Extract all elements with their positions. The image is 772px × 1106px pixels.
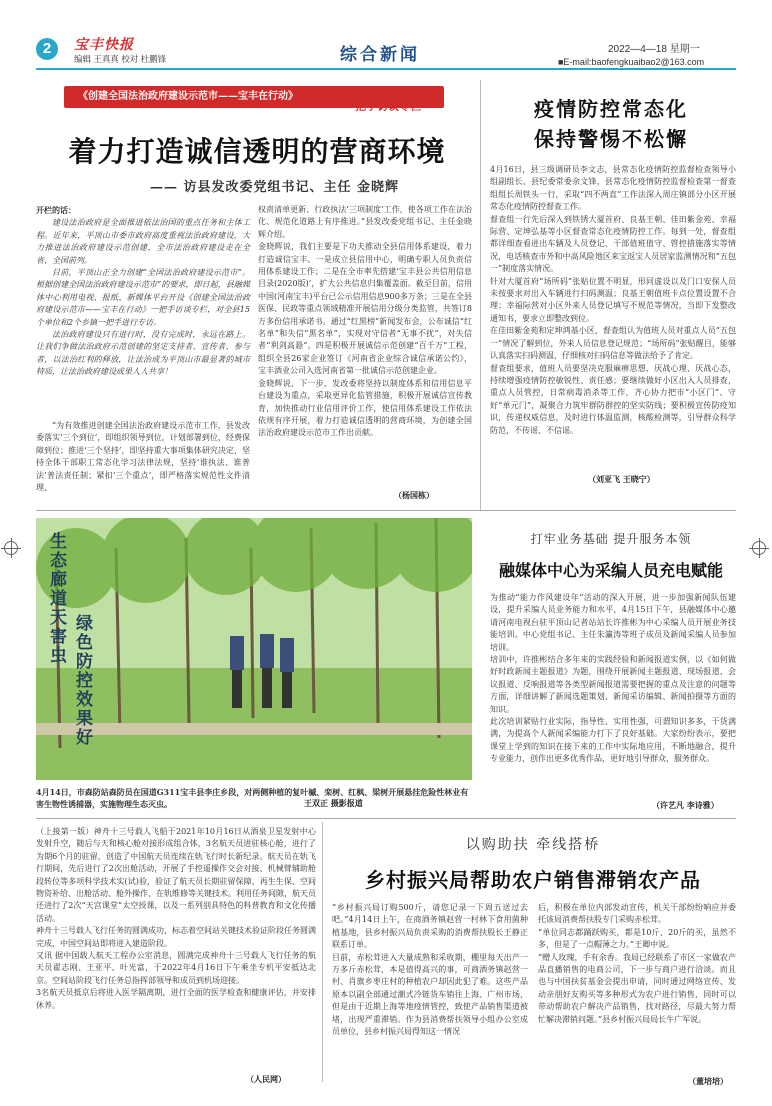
column-divider (322, 822, 323, 1082)
feature-column-2: 权责清单更新、行政执法‘三项制度’工作，使各项工作在法治化、规范化道路上有序推进。”县发改委党组书记、主任金晓辉介绍。 金晓辉说，我们主要是下功夫推动全县信用体系建设，着力打造诚信宝丰。一是成立县信用中心，明确专职人员负责信用体系建设工作；二是在全市率先搭建‘宝丰县公共信用信息目录(2020版)’，扩大公共信息归集覆盖面。截至目前，信用中国(河南宝丰)平台已公示信用信息900多万条；三是在全县医保、民政等重点领域精准开展信用分级分类监管，共签订8万多份信用承诺书。通过“红黑榜”新闻发布会，公布诚信“红名单”和失信“黑名单”，实现对守信者“无事不扰”，对失信者“利剑高悬”。四是积极开展诚信示范创建“百千万”工程，组织全县26家企业签订《河南省企业综合诚信承诺公约》，宝丰酒业公司入选河南省第一批诚信示范创建企业。 金晓辉说，下一步，发改委将坚持以制度体系和信用信息平台建设为重点，采取更异化监管措施，积极开展诚信宣传教育，加快推动行业信用评价工作，使信用体系建设工作依法依规有序开展，着力打造诚信透明的营商环境，为创建全国法治政府建设示范市工作出贡献。 (258, 205, 472, 438)
column-divider (480, 80, 481, 510)
epidemic-headline-line1: 疫情防控常态化 (534, 97, 688, 121)
feature-subhead: —— 访县发改委党组书记、主任 金晓辉 (150, 180, 400, 195)
intro-paragraph: 法治政府建设只有进行时，没有完成时，永远在路上。让我们争做法治政府示范创建的坚定支持者、宣传者、参与者，以法治红利的释放，让法治成为平顶山市最显著的城市特质，让法治政府建设成果人人共享！ (36, 330, 250, 377)
newspaper-logo: 宝丰快报 (74, 37, 134, 53)
epidemic-headline-line2: 保持警惕不松懈 (534, 127, 688, 151)
space-article-body: （上接第一版）神舟十三号载人飞船于2021年10月16日从酒泉卫星发射中心发射升空，随后与天和核心舱对接形成组合体，3名航天员进驻核心舱，进行了为期6个月的驻留，创造了中国航天员连续在轨飞行时长新纪录。航天员在轨飞行期间，先后进行了2次出舱活动，开展了手控遥操作交会对接、机械臂辅助舱段转位等多项科学技术实(试)验，验证了航天员长期驻留保障、再生生保、空间物资补给、出舱活动、舱外操作、在轨维修等关键技术。利用任务间隙，航天员还进行了2次“天宫课堂”太空授课，以及一系列别具特色的科普教育和文化传播活动。 神舟十三号载人飞行任务的圆满成功，标志着空间站关键技术验证阶段任务圆满完成，中国空间站即将进入建造阶段。 又讯 据中国载人航天工程办公室消息，圆满完成神舟十三号载人飞行任务的航天员翟志刚、王亚平、叶光富，于2022年4月16日下午乘坐专机平安抵达北京。空间站阶段飞行任务总指挥部领导和成员到机场迎接。 3名航天员抵京后将进入医学隔离期，进行全面的医学检查和健康评估，并安排休养。 (36, 827, 316, 1010)
section-rule (36, 510, 736, 511)
feature-column-1: “为有效推进创建全国法治政府建设示范市工作，县发改委落实‘三个到位’，即组织领导到位，计划部署到位，经费保障到位；推进‘三个坚持’，即坚持重大事项集体研究决定，坚持全体干部职工常态化学习法律法规，坚持‘谁执法、谁普法’普法责任制；紧扣‘三个重点’，即严格落实规范性文件清理、 (36, 421, 250, 493)
registration-mark (4, 541, 18, 555)
photo-credit: 王双正 摄影报道 (304, 798, 363, 808)
rural-author: （董培培） (688, 1076, 728, 1086)
media-author: （许艺凡 李诗雅） (652, 800, 719, 810)
intro-label: 开栏的话： (36, 205, 76, 215)
forest-photo (36, 518, 472, 780)
rural-column-2: 后，积极在单位内部发动宣传，机关干部纷纷响应并委托该局消费帮扶股专门采购赤松茸。 “单位同志都踊跃购买，都是10斤、20斤的买，虽然不多，但是了一点帽薄之力。”王卿中说。 “赠人玫瑰，手有余香。我局已经联系了市区一家做农产品直播销售的电商公司，下一步与商户进行洽谈。而且也与中国扶贫基金会提出申请，同时通过网络宣传、发动亲朋好友购买等多种形式为农户进行销售，同时可以带动帮助农户解决产品销售，找对路径，尽最大努力帮忙解决滞销问题。”县乡村振兴局局长牛广军说。 (538, 903, 736, 1024)
feature-intro (36, 204, 250, 379)
epidemic-headline (486, 94, 736, 154)
epidemic-author: （刘亚飞 王晓宁） (588, 474, 655, 484)
page-number-badge: 2 (36, 38, 58, 60)
issue-date: 2022—4—18 星期一 (608, 44, 700, 55)
photo-vertical-title-2: 绿色防控效果好 (72, 614, 92, 747)
epidemic-body: 4月16日，县三级调研员李文志，县常态化疫情防控监督检查领导小组副组长、县纪委常委余文锋，县常态化疫情防控监督检查第一督查组组长周铁头一行，采取“四不两直”工作法深入周庄镇部分小区开展常态化疫情防控督查工作。 督查组一行先后深入到铁锈大厦首府、良基王朝、佳田紫金苑、幸福际营、定坤弘基等小区督查常态化疫情防控工作。每到一处，督查组都详细查看进出车辆及人员登记、干部值班值守、管控措施落实等情况，电话核查市外和中高风险地区来宝返宝人员居家监测情况和“五包一”制度落实情况。 针对大厦首府“场所码”张贴位置不明显，形同虚设以及门口安保人员未按要求对出入车辆进行扫码测温；良基王朝值班卡点位置设置不合理；幸福际营对小区外来人员登记填写不规范等情况，当即下发整改通知书，要求立即整改到位。 在佳田紫金苑和定坤鸿基小区，督查组认为值班人员对重点人员“五包一”情况了解到位，外来人员信息登记规范；“场所码”张贴醒目，能够认真落实扫码测温，仔细核对扫码信息等做法给予了肯定。 督查组要求，值班人员要坚决克服麻痹思想、厌战心理、厌战心态，持续增强疫情防控敏锐性、责任感；要继续做好小区出入人员排查，重点人员管控，日常病毒消杀等工作，齐心协力把市“小区门”、守好“单元门”，凝聚合力筑牢群防群控的坚实防线；要积极宣传防疫知识，传递权威信息，及时进行体温监测，核酸检测等，引导群众科学防范，不传谣、不信谣。 (490, 165, 736, 435)
rural-headline: 乡村振兴局帮助农户销售滞销农产品 (365, 868, 701, 892)
rural-kicker: 以购助扶 牵线搭桥 (465, 837, 601, 853)
feature-headline: 着力打造诚信透明的营商环境 (68, 135, 446, 168)
media-body: 为推动“能力作风建设年”活动的深入开展，进一步加强新闻队伍建设，提升采编人员业务能力和水平，4月15日下午，县融媒体中心邀请河南电视台驻平顶山记者站站长许推彬为中心采编人员开展业务技能培训。中心党组书记、主任朱瀛涛等班子成员及新闻采编人员参加培训。 培训中，许推彬结合多年来的实践经验和新闻报道实例，以《如何做好时政新闻主题报道》为题，围绕开展新闻主题报道、现场报道、会议报道、反响报道等各类型新闻报道需要把握的重点及注意的问题等方面，详细讲解了新闻选题策划、新闻采访编辑、新闻拍摄等方面的知识。 此次培训紧贴行业实际，指导性、实用性强，可谓知识多多，干货满满，为提高个人新闻采编能力打下了良好基础。大家纷纷表示，要把课堂上学到的知识在接下来的工作中实际地应用，不断地融合，提升专业能力，创作出更多优秀作品，更好地引导群众，服务群众。 (490, 593, 736, 764)
intro-paragraph: 目前，平顶山正全力创建“全国法治政府建设示范市”。根据创建全国法治政府建设示范市”的要求，即日起，县融媒体中心利用电视、报纸、新媒体平台开设《创建全国法治政府建设示范市——宝丰在行动》一把手访谈专栏，对全县15个单位和2个乡镇一把手进行专访。 (36, 268, 250, 327)
feature-author: （杨国栋） (394, 490, 434, 500)
series-label: 一把手访谈专栏 (344, 100, 421, 113)
section-title: 综合新闻 (340, 45, 420, 65)
media-kicker: 打牢业务基础 提升服务本领 (530, 532, 692, 546)
feature-banner: 《创建全国法治政府建设示范市——宝丰在行动》 (64, 86, 444, 108)
photo-caption: 4月14日，市森防站森防员在国道G311宝丰县李庄乡段，对两侧种植的复叶槭、栾树、红枫、梁树开展悬挂危险性林业有害生物性诱捕器，实施物理生态灭虫。 (36, 787, 469, 809)
section-rule (36, 818, 736, 819)
forest-photo-illustration (36, 518, 472, 780)
staff-credits: 编辑 王真真 校对 杜鹏锋 (74, 54, 167, 64)
intro-paragraph: 建设法治政府是全面推进依法治国的重点任务和主体工程。近年来，平顶山市委市政府高度重视法治政府建设，大力推进法治政府建设示范创建，全市法治政府建设走在全省、全国前列。 (36, 218, 250, 265)
registration-mark (752, 541, 766, 555)
media-headline: 融媒体中心为采编人员充电赋能 (498, 561, 723, 580)
contact-email: ■E-mail:baofengkuaibao2@163.com (558, 57, 705, 67)
rural-column-1: “乡村振兴局订购500斤，请您记录一下周五送过去吧。”4月14日上午，在商酒务镇赵营一村林下食用菌种植基地，县乡村振兴局负责采购的消费帮扶股长王静正联系订单。 目前，赤松茸进入大量成熟和采收期，棚里每天出产一万多斤赤松茸，本是值得高兴的事，可商酒务镇赵营一村、肖旗乡枣庄村的种植农户却因此犯了难。这些产品原本以副全部通过潮式冷链货车销往上海、广州市场，但是由于近期上海等地疫情管控，致使产品销售渠道被堵，出现严重滞销。作为县消费帮扶领导小组办公室成员单位，县乡村振兴局得知这一情况 (332, 903, 528, 1037)
photo-vertical-title-1: 生态廊道天害虫 (46, 532, 66, 665)
space-author: （人民网） (246, 1074, 286, 1084)
header-rule (36, 68, 736, 70)
